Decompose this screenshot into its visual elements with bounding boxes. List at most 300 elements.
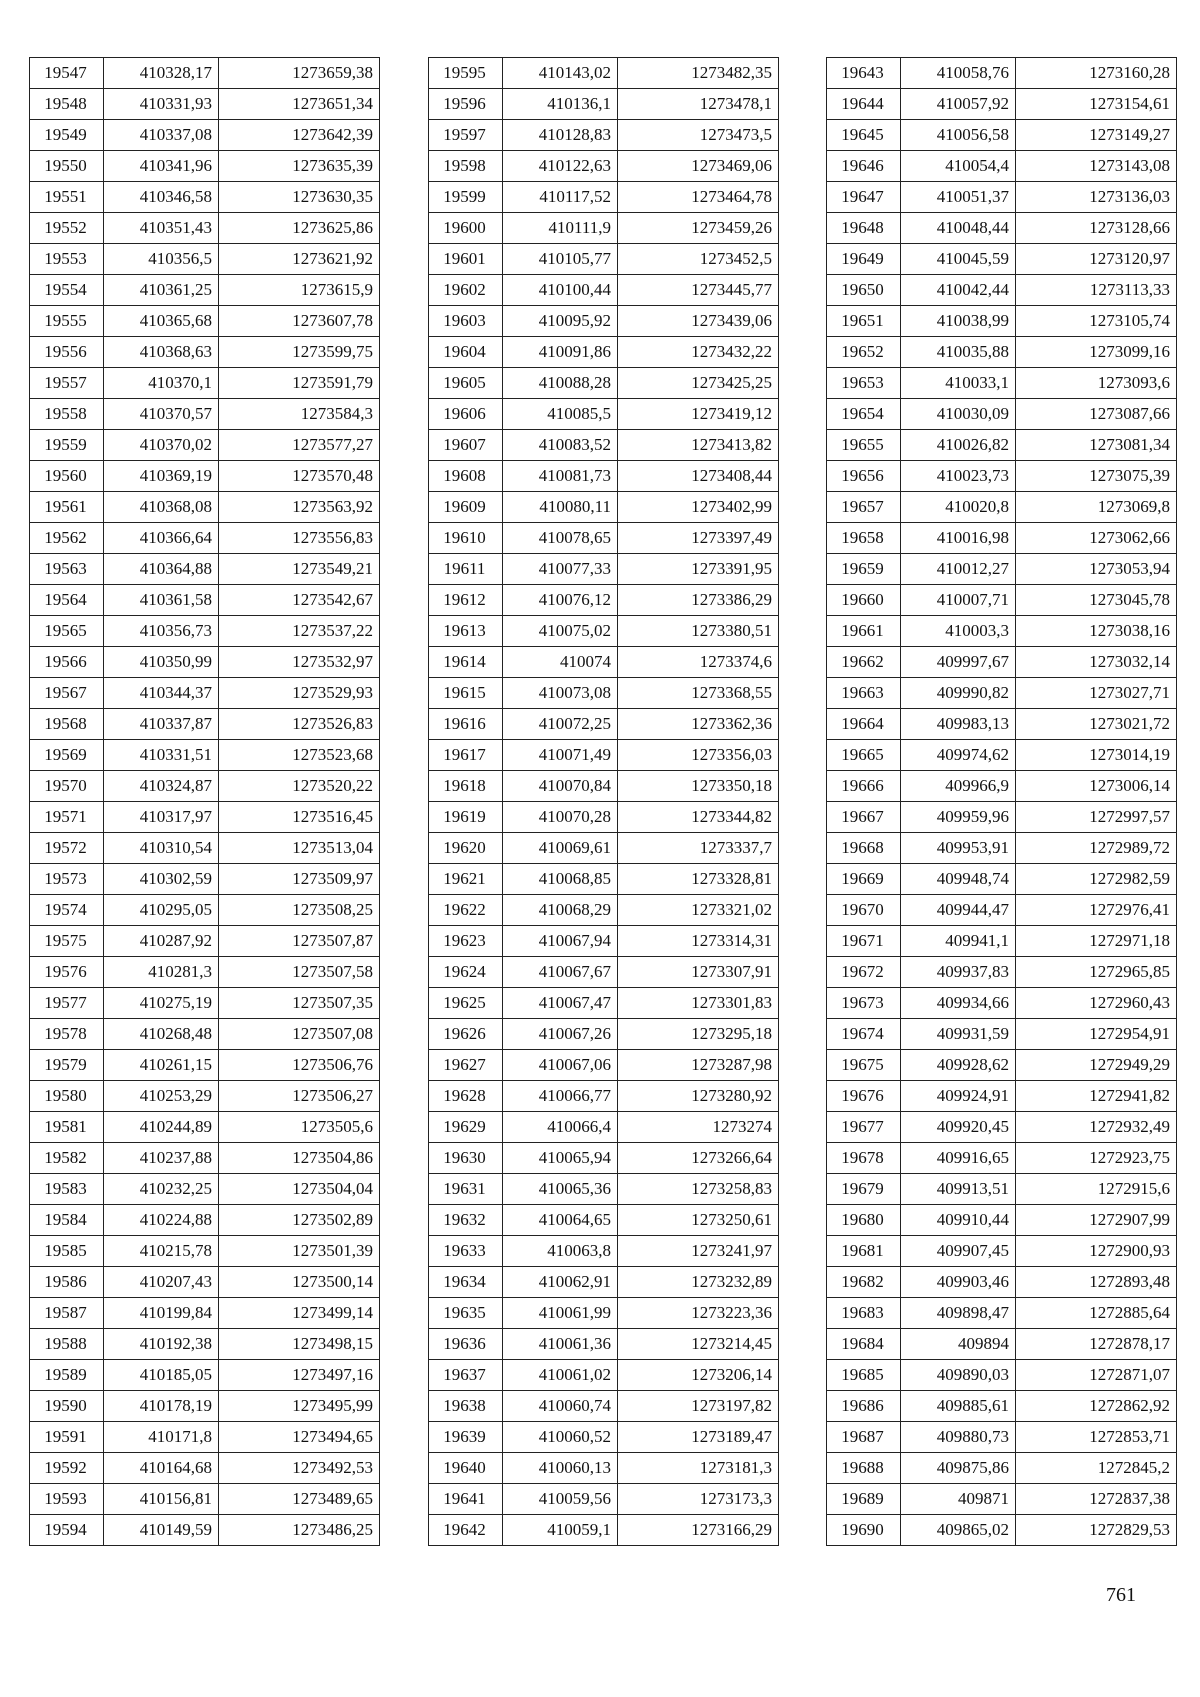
y-coordinate-cell: 1273045,78 [1016,585,1177,616]
y-coordinate-cell: 1273509,97 [219,864,380,895]
y-coordinate-cell: 1273081,34 [1016,430,1177,461]
y-coordinate-cell: 1272829,53 [1016,1515,1177,1546]
x-coordinate-cell: 410171,8 [104,1422,219,1453]
table-row [429,1391,779,1422]
x-coordinate-cell: 410033,1 [901,368,1016,399]
y-coordinate-cell: 1272862,92 [1016,1391,1177,1422]
table-row [429,1174,779,1205]
x-coordinate-cell: 409997,67 [901,647,1016,678]
x-coordinate-cell: 410368,63 [104,337,219,368]
x-coordinate-cell: 410364,88 [104,554,219,585]
y-coordinate-cell: 1272965,85 [1016,957,1177,988]
table-row [827,1267,1177,1298]
y-coordinate-cell: 1273391,95 [618,554,779,585]
x-coordinate-cell: 410178,19 [104,1391,219,1422]
point-number-cell: 19608 [429,461,503,492]
x-coordinate-cell: 410063,8 [503,1236,618,1267]
x-coordinate-cell: 410281,3 [104,957,219,988]
x-coordinate-cell: 410346,58 [104,182,219,213]
x-coordinate-cell: 410057,92 [901,89,1016,120]
table-row [827,120,1177,151]
x-coordinate-cell: 410065,36 [503,1174,618,1205]
table-row [30,244,380,275]
y-coordinate-cell: 1273006,14 [1016,771,1177,802]
x-coordinate-cell: 410361,25 [104,275,219,306]
table-row [429,1298,779,1329]
y-coordinate-cell: 1273577,27 [219,430,380,461]
table-row [30,461,380,492]
table-row [30,368,380,399]
y-coordinate-cell: 1273321,02 [618,895,779,926]
y-coordinate-cell: 1273556,83 [219,523,380,554]
y-coordinate-cell: 1273659,38 [219,58,380,89]
table-row [429,492,779,523]
table-row [30,1484,380,1515]
x-coordinate-cell: 410026,82 [901,430,1016,461]
table-row [30,1081,380,1112]
x-coordinate-cell: 410060,13 [503,1453,618,1484]
y-coordinate-cell: 1273374,6 [618,647,779,678]
y-coordinate-cell: 1273120,97 [1016,244,1177,275]
table-row [30,182,380,213]
point-number-cell: 19616 [429,709,503,740]
table-row [429,399,779,430]
y-coordinate-cell: 1273425,25 [618,368,779,399]
table-row [827,895,1177,926]
point-number-cell: 19641 [429,1484,503,1515]
y-coordinate-cell: 1272949,29 [1016,1050,1177,1081]
y-coordinate-cell: 1273301,83 [618,988,779,1019]
point-number-cell: 19643 [827,58,901,89]
y-coordinate-cell: 1272971,18 [1016,926,1177,957]
point-number-cell: 19610 [429,523,503,554]
y-coordinate-cell: 1273087,66 [1016,399,1177,430]
x-coordinate-cell: 410275,19 [104,988,219,1019]
point-number-cell: 19569 [30,740,104,771]
y-coordinate-cell: 1273494,65 [219,1422,380,1453]
y-coordinate-cell: 1273497,16 [219,1360,380,1391]
x-coordinate-cell: 410237,88 [104,1143,219,1174]
x-coordinate-cell: 410207,43 [104,1267,219,1298]
x-coordinate-cell: 410003,3 [901,616,1016,647]
x-coordinate-cell: 409907,45 [901,1236,1016,1267]
table-row [827,244,1177,275]
table-row [827,1112,1177,1143]
y-coordinate-cell: 1272878,17 [1016,1329,1177,1360]
table-row [429,244,779,275]
y-coordinate-cell: 1273506,27 [219,1081,380,1112]
table-row [429,151,779,182]
point-number-cell: 19579 [30,1050,104,1081]
table-row [30,399,380,430]
point-number-cell: 19661 [827,616,901,647]
table-row [30,802,380,833]
y-coordinate-cell: 1273032,14 [1016,647,1177,678]
table-row [827,58,1177,89]
y-coordinate-cell: 1273635,39 [219,151,380,182]
y-coordinate-cell: 1273197,82 [618,1391,779,1422]
point-number-cell: 19645 [827,120,901,151]
x-coordinate-cell: 410324,87 [104,771,219,802]
y-coordinate-cell: 1273501,39 [219,1236,380,1267]
point-number-cell: 19565 [30,616,104,647]
point-number-cell: 19644 [827,89,901,120]
table-row [827,647,1177,678]
x-coordinate-cell: 410077,33 [503,554,618,585]
y-coordinate-cell: 1273504,86 [219,1143,380,1174]
point-number-cell: 19675 [827,1050,901,1081]
point-number-cell: 19614 [429,647,503,678]
table-row [429,678,779,709]
point-number-cell: 19664 [827,709,901,740]
point-number-cell: 19677 [827,1112,901,1143]
table-row [30,647,380,678]
x-coordinate-cell: 410295,05 [104,895,219,926]
x-coordinate-cell: 410067,94 [503,926,618,957]
x-coordinate-cell: 410344,37 [104,678,219,709]
point-number-cell: 19577 [30,988,104,1019]
x-coordinate-cell: 410073,08 [503,678,618,709]
point-number-cell: 19582 [30,1143,104,1174]
y-coordinate-cell: 1273113,33 [1016,275,1177,306]
coordinates-table-1 [29,57,380,1546]
point-number-cell: 19659 [827,554,901,585]
point-number-cell: 19593 [30,1484,104,1515]
x-coordinate-cell: 410070,28 [503,802,618,833]
y-coordinate-cell: 1273513,04 [219,833,380,864]
point-number-cell: 19588 [30,1329,104,1360]
y-coordinate-cell: 1273295,18 [618,1019,779,1050]
point-number-cell: 19587 [30,1298,104,1329]
y-coordinate-cell: 1273549,21 [219,554,380,585]
table-row [30,926,380,957]
point-number-cell: 19612 [429,585,503,616]
table-row [429,771,779,802]
y-coordinate-cell: 1272907,99 [1016,1205,1177,1236]
x-coordinate-cell: 409916,65 [901,1143,1016,1174]
y-coordinate-cell: 1273486,25 [219,1515,380,1546]
table-row [827,1019,1177,1050]
x-coordinate-cell: 410310,54 [104,833,219,864]
table-row [429,957,779,988]
x-coordinate-cell: 410287,92 [104,926,219,957]
table-row [30,492,380,523]
y-coordinate-cell: 1273408,44 [618,461,779,492]
y-coordinate-cell: 1273482,35 [618,58,779,89]
x-coordinate-cell: 410012,27 [901,554,1016,585]
point-number-cell: 19649 [827,244,901,275]
y-coordinate-cell: 1273532,97 [219,647,380,678]
y-coordinate-cell: 1273432,22 [618,337,779,368]
table-row [429,120,779,151]
point-number-cell: 19662 [827,647,901,678]
point-number-cell: 19678 [827,1143,901,1174]
point-number-cell: 19682 [827,1267,901,1298]
table-row [30,1174,380,1205]
x-coordinate-cell: 410067,06 [503,1050,618,1081]
y-coordinate-cell: 1273128,66 [1016,213,1177,244]
table-row [429,430,779,461]
x-coordinate-cell: 410128,83 [503,120,618,151]
x-coordinate-cell: 410337,87 [104,709,219,740]
x-coordinate-cell: 410356,5 [104,244,219,275]
table-row [827,1298,1177,1329]
point-number-cell: 19553 [30,244,104,275]
point-number-cell: 19631 [429,1174,503,1205]
point-number-cell: 19660 [827,585,901,616]
point-number-cell: 19604 [429,337,503,368]
x-coordinate-cell: 410081,73 [503,461,618,492]
table-row [827,585,1177,616]
x-coordinate-cell: 409885,61 [901,1391,1016,1422]
table-row [429,988,779,1019]
x-coordinate-cell: 409974,62 [901,740,1016,771]
y-coordinate-cell: 1273520,22 [219,771,380,802]
point-number-cell: 19592 [30,1453,104,1484]
table-row [429,616,779,647]
table-row [30,895,380,926]
point-number-cell: 19656 [827,461,901,492]
y-coordinate-cell: 1273149,27 [1016,120,1177,151]
table-row [429,1143,779,1174]
table-row [827,151,1177,182]
x-coordinate-cell: 409941,1 [901,926,1016,957]
point-number-cell: 19560 [30,461,104,492]
y-coordinate-cell: 1273099,16 [1016,337,1177,368]
y-coordinate-cell: 1272976,41 [1016,895,1177,926]
table-row [827,1360,1177,1391]
table-row [827,957,1177,988]
point-number-cell: 19581 [30,1112,104,1143]
y-coordinate-cell: 1273452,5 [618,244,779,275]
x-coordinate-cell: 410351,43 [104,213,219,244]
x-coordinate-cell: 409937,83 [901,957,1016,988]
table-row [30,1205,380,1236]
x-coordinate-cell: 409990,82 [901,678,1016,709]
table-row [429,89,779,120]
y-coordinate-cell: 1273380,51 [618,616,779,647]
y-coordinate-cell: 1273069,8 [1016,492,1177,523]
y-coordinate-cell: 1273419,12 [618,399,779,430]
point-number-cell: 19573 [30,864,104,895]
table-row [827,523,1177,554]
y-coordinate-cell: 1273625,86 [219,213,380,244]
table-row [30,1112,380,1143]
point-number-cell: 19578 [30,1019,104,1050]
y-coordinate-cell: 1273523,68 [219,740,380,771]
y-coordinate-cell: 1273526,83 [219,709,380,740]
y-coordinate-cell: 1273492,53 [219,1453,380,1484]
table-row [429,1081,779,1112]
x-coordinate-cell: 410192,38 [104,1329,219,1360]
x-coordinate-cell: 410071,49 [503,740,618,771]
point-number-cell: 19615 [429,678,503,709]
y-coordinate-cell: 1273223,36 [618,1298,779,1329]
table-row [30,1143,380,1174]
x-coordinate-cell: 410061,36 [503,1329,618,1360]
point-number-cell: 19683 [827,1298,901,1329]
x-coordinate-cell: 410056,58 [901,120,1016,151]
point-number-cell: 19668 [827,833,901,864]
table-row [827,182,1177,213]
y-coordinate-cell: 1272871,07 [1016,1360,1177,1391]
y-coordinate-cell: 1273062,66 [1016,523,1177,554]
point-number-cell: 19632 [429,1205,503,1236]
y-coordinate-cell: 1273314,31 [618,926,779,957]
table-row [429,58,779,89]
y-coordinate-cell: 1273386,29 [618,585,779,616]
y-coordinate-cell: 1273651,34 [219,89,380,120]
table-row [429,833,779,864]
table-row [429,709,779,740]
table-row [827,461,1177,492]
point-number-cell: 19609 [429,492,503,523]
y-coordinate-cell: 1273507,08 [219,1019,380,1050]
point-number-cell: 19564 [30,585,104,616]
point-number-cell: 19586 [30,1267,104,1298]
y-coordinate-cell: 1273500,14 [219,1267,380,1298]
y-coordinate-cell: 1273307,91 [618,957,779,988]
table-row [30,89,380,120]
table-row [429,461,779,492]
y-coordinate-cell: 1273413,82 [618,430,779,461]
point-number-cell: 19680 [827,1205,901,1236]
y-coordinate-cell: 1273038,16 [1016,616,1177,647]
y-coordinate-cell: 1273166,29 [618,1515,779,1546]
x-coordinate-cell: 410341,96 [104,151,219,182]
point-number-cell: 19566 [30,647,104,678]
y-coordinate-cell: 1273280,92 [618,1081,779,1112]
y-coordinate-cell: 1273445,77 [618,275,779,306]
table-row [429,554,779,585]
table-row [827,399,1177,430]
y-coordinate-cell: 1273181,3 [618,1453,779,1484]
y-coordinate-cell: 1273154,61 [1016,89,1177,120]
x-coordinate-cell: 409953,91 [901,833,1016,864]
y-coordinate-cell: 1273258,83 [618,1174,779,1205]
point-number-cell: 19684 [827,1329,901,1360]
point-number-cell: 19648 [827,213,901,244]
y-coordinate-cell: 1272954,91 [1016,1019,1177,1050]
table-row [827,802,1177,833]
x-coordinate-cell: 410185,05 [104,1360,219,1391]
point-number-cell: 19580 [30,1081,104,1112]
point-number-cell: 19557 [30,368,104,399]
y-coordinate-cell: 1272915,6 [1016,1174,1177,1205]
y-coordinate-cell: 1272932,49 [1016,1112,1177,1143]
x-coordinate-cell: 410069,61 [503,833,618,864]
table-row [30,678,380,709]
table-row [30,151,380,182]
x-coordinate-cell: 409880,73 [901,1422,1016,1453]
point-number-cell: 19658 [827,523,901,554]
y-coordinate-cell: 1273570,48 [219,461,380,492]
x-coordinate-cell: 409871 [901,1484,1016,1515]
point-number-cell: 19623 [429,926,503,957]
table-row [30,957,380,988]
point-number-cell: 19548 [30,89,104,120]
x-coordinate-cell: 410078,65 [503,523,618,554]
x-coordinate-cell: 409928,62 [901,1050,1016,1081]
y-coordinate-cell: 1273143,08 [1016,151,1177,182]
table-row [30,1422,380,1453]
point-number-cell: 19563 [30,554,104,585]
point-number-cell: 19558 [30,399,104,430]
table-row [30,988,380,1019]
point-number-cell: 19555 [30,306,104,337]
x-coordinate-cell: 409903,46 [901,1267,1016,1298]
y-coordinate-cell: 1273027,71 [1016,678,1177,709]
table-row [429,1050,779,1081]
table-row [827,492,1177,523]
x-coordinate-cell: 409948,74 [901,864,1016,895]
table-row [30,1515,380,1546]
x-coordinate-cell: 410370,02 [104,430,219,461]
point-number-cell: 19590 [30,1391,104,1422]
table-row [429,1515,779,1546]
x-coordinate-cell: 410038,99 [901,306,1016,337]
point-number-cell: 19652 [827,337,901,368]
point-number-cell: 19574 [30,895,104,926]
x-coordinate-cell: 410370,1 [104,368,219,399]
table-row [30,275,380,306]
point-number-cell: 19559 [30,430,104,461]
y-coordinate-cell: 1273507,87 [219,926,380,957]
y-coordinate-cell: 1272960,43 [1016,988,1177,1019]
table-row [30,1236,380,1267]
table-row [429,1267,779,1298]
point-number-cell: 19584 [30,1205,104,1236]
point-number-cell: 19646 [827,151,901,182]
table-row [827,430,1177,461]
point-number-cell: 19556 [30,337,104,368]
y-coordinate-cell: 1273469,06 [618,151,779,182]
y-coordinate-cell: 1272893,48 [1016,1267,1177,1298]
x-coordinate-cell: 410076,12 [503,585,618,616]
point-number-cell: 19550 [30,151,104,182]
point-number-cell: 19688 [827,1453,901,1484]
y-coordinate-cell: 1272941,82 [1016,1081,1177,1112]
x-coordinate-cell: 409865,02 [901,1515,1016,1546]
x-coordinate-cell: 410253,29 [104,1081,219,1112]
y-coordinate-cell: 1273516,45 [219,802,380,833]
y-coordinate-cell: 1273274 [618,1112,779,1143]
table-row [827,709,1177,740]
x-coordinate-cell: 410007,71 [901,585,1016,616]
x-coordinate-cell: 410088,28 [503,368,618,399]
x-coordinate-cell: 410059,56 [503,1484,618,1515]
x-coordinate-cell: 410067,26 [503,1019,618,1050]
x-coordinate-cell: 410068,85 [503,864,618,895]
table-row [429,1112,779,1143]
y-coordinate-cell: 1273621,92 [219,244,380,275]
y-coordinate-cell: 1273397,49 [618,523,779,554]
point-number-cell: 19597 [429,120,503,151]
table-row [827,306,1177,337]
y-coordinate-cell: 1273356,03 [618,740,779,771]
x-coordinate-cell: 410111,9 [503,213,618,244]
point-number-cell: 19552 [30,213,104,244]
x-coordinate-cell: 409944,47 [901,895,1016,926]
table-row [827,1236,1177,1267]
y-coordinate-cell: 1273337,7 [618,833,779,864]
x-coordinate-cell: 409966,9 [901,771,1016,802]
x-coordinate-cell: 410302,59 [104,864,219,895]
point-number-cell: 19669 [827,864,901,895]
x-coordinate-cell: 410261,15 [104,1050,219,1081]
point-number-cell: 19568 [30,709,104,740]
point-number-cell: 19595 [429,58,503,89]
